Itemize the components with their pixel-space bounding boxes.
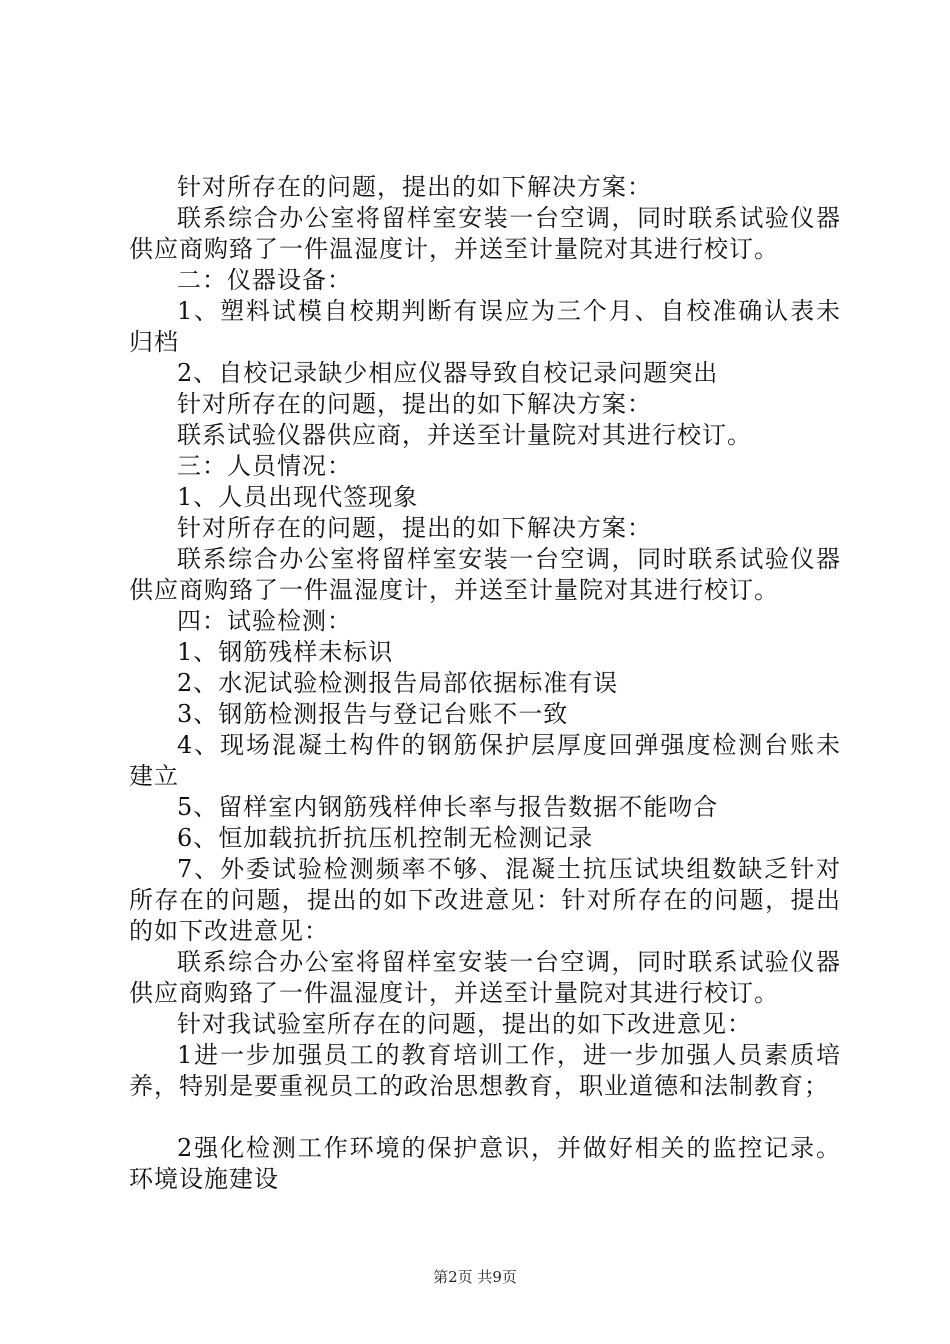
paragraph-testing-item-6: 6、恒加载抗折抗压机控制无检测记录: [177, 824, 594, 852]
paragraph-testing-item-5: 5、留样室内钢筋残样伸长率与报告数据不能吻合: [177, 793, 719, 821]
paragraph-personnel-item-1: 1、人员出现代签现象: [177, 483, 419, 511]
document-body: [129, 172, 841, 1195]
paragraph-solution-1: 联系综合办公室将留样室安装一台空调，同时联系试验仪器供应商购臵了一件温湿度计，并送至计量院对其进行校订。: [129, 204, 841, 263]
paragraph-equipment-item-1: 1、塑料试模自校期判断有误应为三个月、自校准确认表未归档: [129, 297, 841, 356]
section-heading-personnel: 三：人员情况：: [177, 452, 352, 480]
paragraph-solution-4: 联系综合办公室将留样室安装一台空调，同时联系试验仪器供应商购臵了一件温湿度计，并送至计量院对其进行校订。: [129, 948, 841, 1007]
page-footer: 第2页 共9页: [433, 1268, 517, 1286]
paragraph-equipment-item-2: 2、自校记录缺少相应仪器导致自校记录问题突出: [177, 359, 719, 387]
paragraph-improvement-heading: 针对我试验室所存在的问题，提出的如下改进意见：: [177, 1010, 752, 1038]
paragraph-solution-heading-3: 针对所存在的问题，提出的如下解决方案：: [177, 514, 652, 542]
paragraph-spacer: [129, 1102, 841, 1133]
paragraph-testing-item-3: 3、钢筋检测报告与登记台账不一致: [177, 700, 569, 728]
paragraph-solution-heading-2: 针对所存在的问题，提出的如下解决方案：: [177, 390, 652, 418]
paragraph-improvement-1: 1进一步加强员工的教育培训工作，进一步加强人员素质培养，特别是要重视员工的政治思想教育，职业道德和法制教育；: [129, 1041, 841, 1100]
paragraph-testing-item-2: 2、水泥试验检测报告局部依据标准有误: [177, 669, 619, 697]
paragraph-testing-item-1: 1、钢筋残样未标识: [177, 638, 394, 666]
paragraph-improvement-2: 2强化检测工作环境的保护意识，并做好相关的监控记录。环境设施建设: [129, 1134, 841, 1193]
paragraph-solution-3: 联系综合办公室将留样室安装一台空调，同时联系试验仪器供应商购臵了一件温湿度计，并送至计量院对其进行校订。: [129, 545, 841, 604]
paragraph-testing-item-7: 7、外委试验检测频率不够、混凝土抗压试块组数缺乏针对所存在的问题，提出的如下改进意见：针对所存在的问题，提出的如下改进意见：: [129, 855, 841, 945]
paragraph-solution-heading-1: 针对所存在的问题，提出的如下解决方案：: [177, 173, 652, 201]
section-heading-testing: 四：试验检测：: [177, 607, 352, 635]
section-heading-equipment: 二：仪器设备：: [177, 266, 352, 294]
paragraph-testing-item-4: 4、现场混凝土构件的钢筋保护层厚度回弹强度检测台账未建立: [129, 731, 841, 790]
paragraph-solution-2: 联系试验仪器供应商，并送至计量院对其进行校订。: [177, 421, 752, 449]
